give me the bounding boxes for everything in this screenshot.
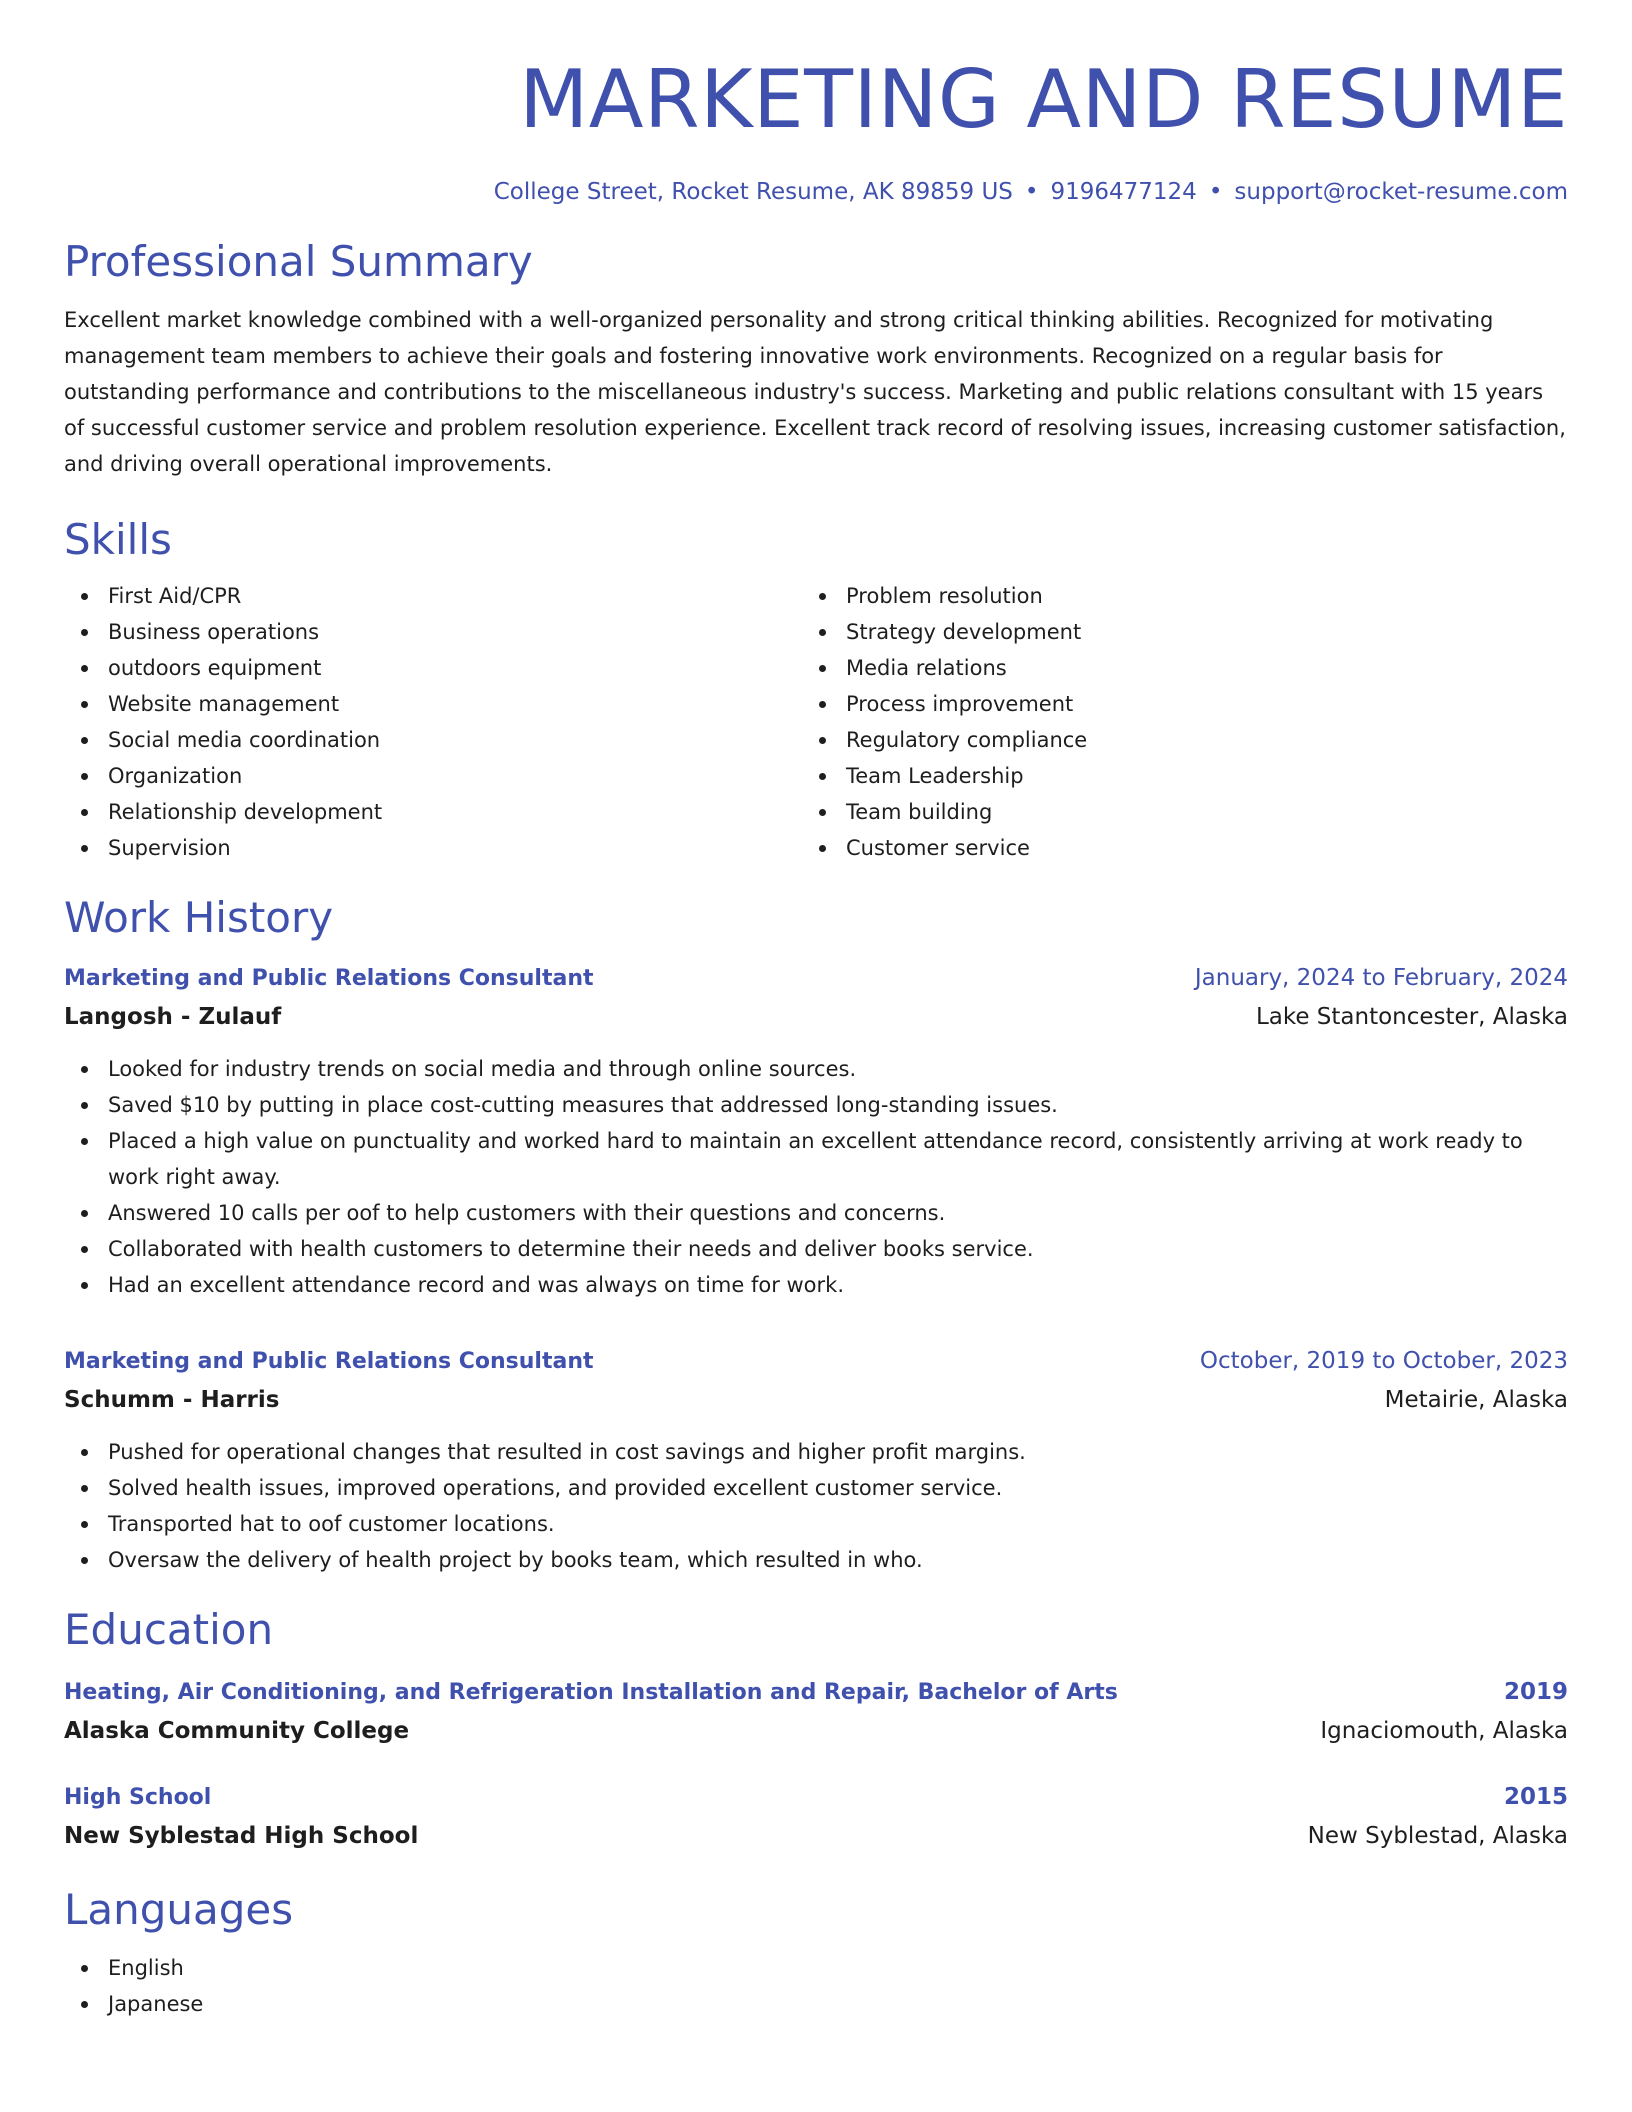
- skills-section: [64, 512, 1568, 866]
- education-degree: Heating, Air Conditioning, and Refrigeration Installation and Repair, Bachelor of Arts: [64, 1680, 1118, 1705]
- language-item: English: [64, 1950, 1568, 1986]
- job-header-row: [64, 1343, 1568, 1380]
- section-title-education: Education: [64, 1605, 274, 1654]
- skill-item: Customer service: [802, 830, 1540, 866]
- skill-item: Team Leadership: [802, 758, 1540, 794]
- education-section: [64, 1602, 1568, 1856]
- job-bullet: Oversaw the delivery of health project by books team, which resulted in who.: [64, 1542, 1568, 1578]
- education-degree: High School: [64, 1785, 212, 1810]
- job-bullet: Had an excellent attendance record and was always on time for work.: [64, 1267, 1568, 1303]
- summary-section: [64, 234, 1568, 482]
- job-entry: [64, 1343, 1568, 1578]
- job-dates: October, 2019 to October, 2023: [1199, 1348, 1568, 1374]
- skills-column-right: [802, 578, 1540, 866]
- skill-item: Website management: [64, 686, 802, 722]
- job-location: Metairie, Alaska: [1384, 1387, 1568, 1413]
- skill-item: Strategy development: [802, 614, 1540, 650]
- skill-item: Social media coordination: [64, 722, 802, 758]
- skill-item: Organization: [64, 758, 802, 794]
- education-entry: [64, 1779, 1568, 1856]
- resume-header: [64, 48, 1568, 208]
- education-year: 2015: [1503, 1784, 1568, 1810]
- job-company: Schumm - Harris: [64, 1387, 280, 1413]
- contact-email[interactable]: support@rocket-resume.com: [1234, 179, 1568, 205]
- languages-section: [64, 1882, 1568, 2022]
- skill-item: First Aid/CPR: [64, 578, 802, 614]
- education-school: Alaska Community College: [64, 1718, 410, 1744]
- job-entry: [64, 960, 1568, 1303]
- summary-text: Excellent market knowledge combined with a well-organized personality and strong critical thinking abilities. Recognized for motivating management team members to achieve their goals and fostering innovative work environments. Recognized on a regular basis for outstanding performance and contributions to the miscellaneous industry's success. Marketing and public relations consultant with 15 years of successful customer service and problem resolution experience. Excellent track record of resolving issues, increasing customer satisfaction, and driving overall operational improvements.: [64, 308, 1566, 476]
- skills-grid: [64, 578, 1568, 866]
- section-title-skills: Skills: [64, 515, 172, 564]
- skill-item: Regulatory compliance: [802, 722, 1540, 758]
- job-bullet: Answered 10 calls per oof to help customers with their questions and concerns.: [64, 1195, 1568, 1231]
- skills-list-left: [64, 578, 802, 866]
- education-year: 2019: [1503, 1679, 1568, 1705]
- education-location: New Syblestad, Alaska: [1307, 1823, 1568, 1849]
- job-title: Marketing and Public Relations Consultant: [64, 1349, 594, 1374]
- skill-item: Relationship development: [64, 794, 802, 830]
- job-bullet: Pushed for operational changes that resulted in cost savings and higher profit margins.: [64, 1434, 1568, 1470]
- languages-list: [64, 1950, 1568, 2022]
- skill-item: Business operations: [64, 614, 802, 650]
- resume-name: MARKETING AND RESUME: [519, 53, 1568, 146]
- contact-address: College Street, Rocket Resume, AK 89859 US: [493, 179, 1013, 205]
- section-title-summary: Professional Summary: [64, 237, 533, 286]
- education-entry: [64, 1674, 1568, 1751]
- job-bullet: Placed a high value on punctuality and worked hard to maintain an excellent attendance record, consistently arriving at work ready to work right away.: [64, 1123, 1568, 1195]
- job-bullets: [64, 1051, 1568, 1303]
- skill-item: Process improvement: [802, 686, 1540, 722]
- education-school-row: [64, 1711, 1568, 1751]
- job-bullet: Collaborated with health customers to determine their needs and deliver books service.: [64, 1231, 1568, 1267]
- section-title-languages: Languages: [64, 1885, 294, 1934]
- section-title-work-history: Work History: [64, 893, 334, 942]
- job-company-row: [64, 1380, 1568, 1420]
- skill-item: Team building: [802, 794, 1540, 830]
- work-history-section: [64, 890, 1568, 1578]
- job-title: Marketing and Public Relations Consultant: [64, 966, 594, 991]
- skill-item: Problem resolution: [802, 578, 1540, 614]
- skill-item: Supervision: [64, 830, 802, 866]
- education-location: Ignaciomouth, Alaska: [1320, 1718, 1568, 1744]
- education-header-row: [64, 1674, 1568, 1711]
- skills-list-right: [802, 578, 1540, 866]
- job-bullets: [64, 1434, 1568, 1578]
- job-bullet: Saved $10 by putting in place cost-cutting measures that addressed long-standing issues.: [64, 1087, 1568, 1123]
- skills-column-left: [64, 578, 802, 866]
- job-dates: January, 2024 to February, 2024: [1194, 965, 1568, 991]
- contact-phone: 9196477124: [1050, 179, 1197, 205]
- education-school-row: [64, 1816, 1568, 1856]
- job-header-row: [64, 960, 1568, 997]
- job-company: Langosh - Zulauf: [64, 1004, 282, 1030]
- job-location: Lake Stantoncester, Alaska: [1255, 1004, 1568, 1030]
- contact-separator: •: [1024, 179, 1039, 205]
- language-item: Japanese: [64, 1986, 1568, 2022]
- job-bullet: Looked for industry trends on social media and through online sources.: [64, 1051, 1568, 1087]
- job-bullet: Solved health issues, improved operations, and provided excellent customer service.: [64, 1470, 1568, 1506]
- skill-item: Media relations: [802, 650, 1540, 686]
- education-school: New Syblestad High School: [64, 1823, 419, 1849]
- contact-line: [64, 176, 1568, 208]
- education-header-row: [64, 1779, 1568, 1816]
- job-company-row: [64, 997, 1568, 1037]
- contact-separator: •: [1208, 179, 1223, 205]
- job-bullet: Transported hat to oof customer locations.: [64, 1506, 1568, 1542]
- skill-item: outdoors equipment: [64, 650, 802, 686]
